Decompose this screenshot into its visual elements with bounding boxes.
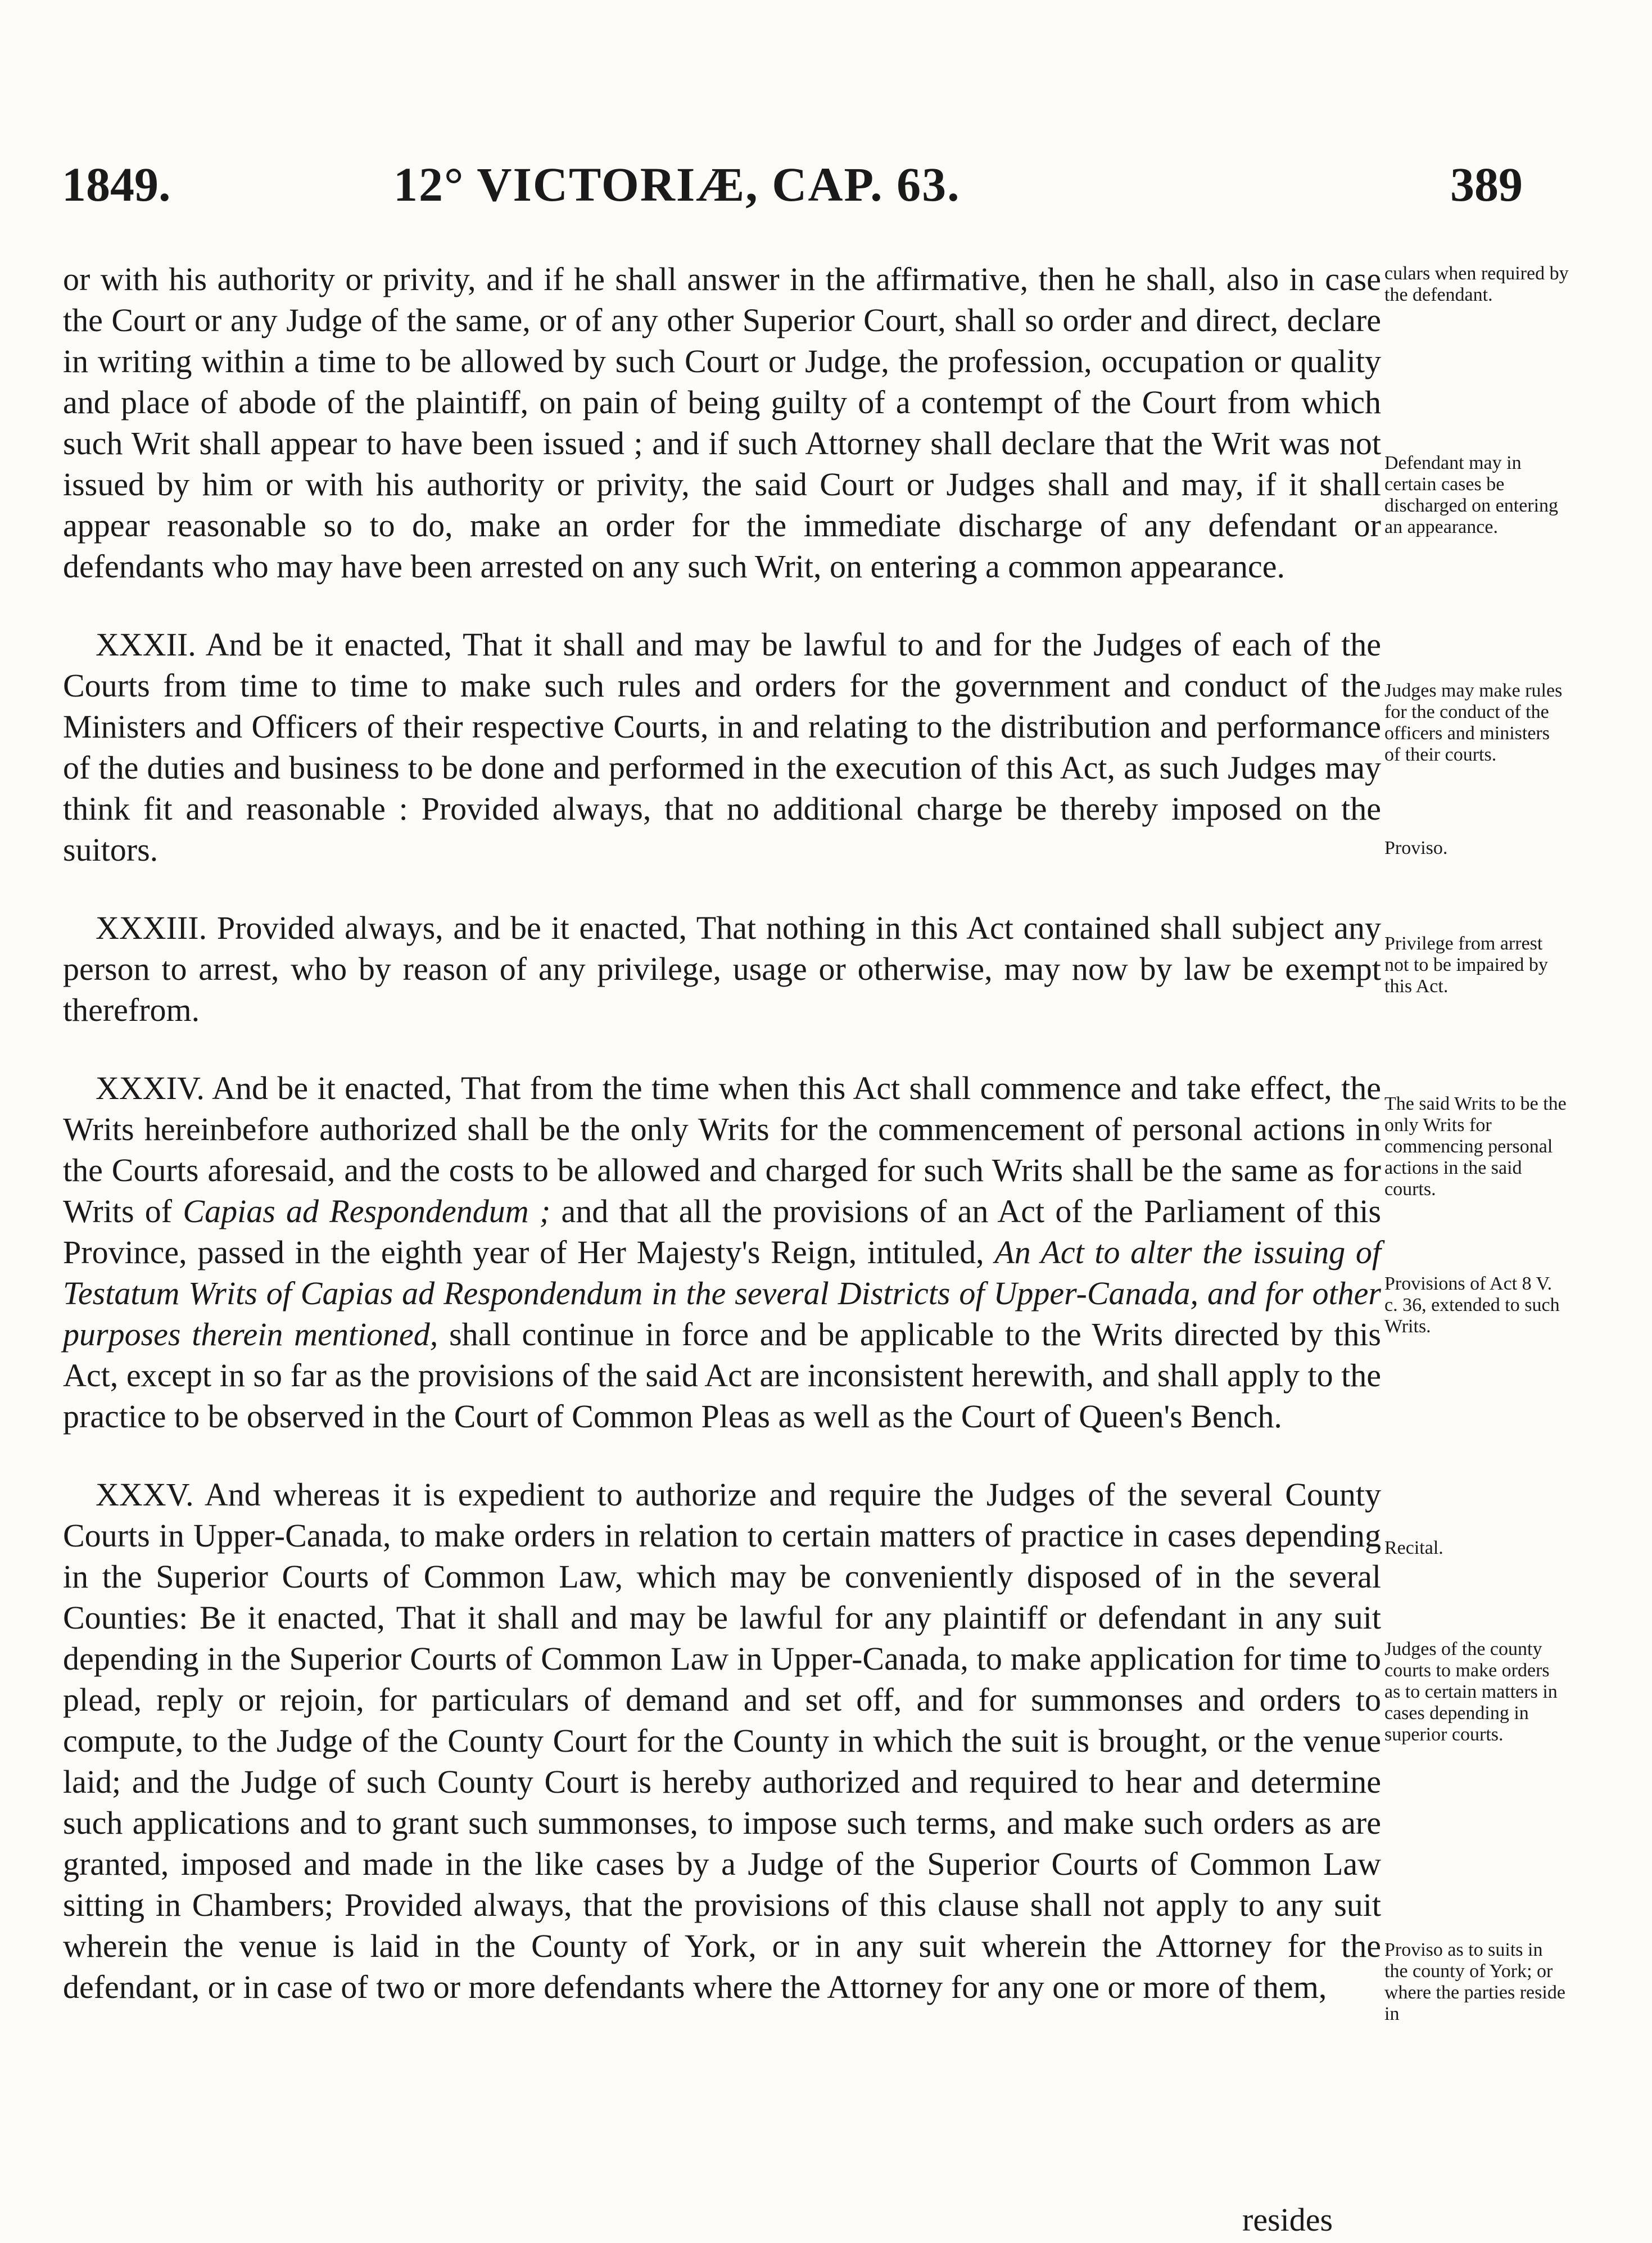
header-year: 1849. [62, 157, 171, 211]
section-xxxiv-text-c: shall continue in force and be applicable to the Writs directed by this Act, except in so far as the provisions of the said Act are inconsistent herewith, and shall apply to the practice to be observed in the Court of Common Pleas as well as the Court of Queen's Bench. [63, 1316, 1382, 1435]
margin-note-proviso-york: Proviso as to suits in the county of York; or where the parties reside in [1384, 1939, 1565, 2024]
margin-note-writs: The said Writs to be the only Writs for commencing personal actions in the said courts. [1384, 1093, 1567, 1200]
header-title: 12° VICTORIÆ, CAP. 63. [393, 157, 961, 211]
section-xxxiii: XXXIII. Provided always, and be it enacted, That nothing in this Act contained shall subject any person to arrest, who by reason of any privilege, usage or otherwise, may now by law be exempt therefrom. [63, 910, 1381, 1028]
section-xxxv: XXXV. And whereas it is expedient to authorize and require the Judges of the several County Courts in Upper-Canada, to make orders in relation to certain matters of practice in cases depending in the Superior Courts of Common Law, which may be conveniently disposed of in the several Counties: Be it enacted, That it shall and may be lawful for any plaintiff or defendant in any suit depending in the Superior Courts of Common Law in Upper-Canada, to make application for time to plead, reply or rejoin, for particulars of demand and set off, and for summonses and orders to compute, to the Judge of the County Court for the County in which the suit is brought, or the venue laid; and the Judge of such County Court is hereby authorized and required to hear and determine such applications and to grant such summonses, to impose such terms, and make such orders as are granted, imposed and made in the like cases by a Judge of the Superior Courts of Common Law sitting in Chambers; Provided always, that the provisions of this clause shall not apply to any suit wherein the venue is laid in the County of York, or in any suit wherein the Attorney for the defendant, or in case of two or more defendants where the Attorney for any one or more of them, [63, 1476, 1381, 2005]
margin-note-provisions: Provisions of Act 8 V. c. 36, extended to such Writs. [1384, 1273, 1560, 1337]
running-header [0, 156, 1652, 224]
section-xxxiv [63, 1068, 1381, 1437]
section-xxxiv-italic-writ: Capias ad Respondendum ; [183, 1193, 551, 1229]
margin-note-defendant-discharged: Defendant may in certain cases be discharged on entering an appearance. [1384, 453, 1559, 537]
section-xxxiv-italic-act-title: An Act to alter the issuing of Testatum Writs of Capias ad Respondendum in the several Districts of Upper-Canada, and for other purposes therein mentioned, [63, 1234, 1382, 1353]
section-xxxiv-text-b: and that all the provisions of an Act of the Parliament of this Province, passed in the eighth year of Her Majesty's Reign, intituled, [63, 1193, 1382, 1270]
margin-note-judges-rules: Judges may make rules for the conduct of the officers and ministers of their courts. [1384, 680, 1563, 765]
section-xxxiv-text-a: XXXIV. And be it enacted, That from the time when this Act shall commence and take effect, the Writs hereinbefore authorized shall be the only Writs for the commencement of personal actions in the Courts aforesaid, and the costs to be allowed and charged for such Writs shall be the same as for Writs of [63, 1070, 1381, 1229]
margin-note-county-courts: Judges of the county courts to make orders as to certain matters in cases depending in superior courts. [1384, 1639, 1558, 1745]
margin-note-privilege: Privilege from arrest not to be impaired by this Act. [1384, 933, 1548, 997]
page-number: 389 [1450, 157, 1523, 211]
main-text [63, 259, 1381, 2045]
margin-note-recital: Recital. [1384, 1537, 1443, 1558]
catchword: resides [1242, 2201, 1333, 2238]
section-xxxii: XXXII. And be it enacted, That it shall and may be lawful to and for the Judges of each of the Courts from time to time to make such rules and orders for the government and conduct of the Ministers and Officers of their respective Courts, in and relating to the distribution and performance of the duties and business to be done and performed in the execution of this Act, as such Judges may think fit and reasonable : Provided always, that no additional charge be thereby imposed on the suitors. [63, 626, 1381, 868]
paragraph-continued: or with his authority or privity, and if he shall answer in the affirmative, then he shall, also in case the Court or any Judge of the same, or of any other Superior Court, shall so order and direct, declare in writing within a time to be allowed by such Court or Judge, the profession, occupation or quality and place of abode of the plaintiff, on pain of being guilty of a contempt of the Court from which such Writ shall appear to have been issued ; and if such Attorney shall declare that the Writ was not issued by him or with his authority or privity, the said Court or Judges shall and may, if it shall appear reasonable so to do, make an order for the immediate discharge of any defendant or defendants who may have been arrested on any such Writ, on entering a common appearance. [63, 261, 1381, 585]
margin-note-particulars: culars when required by the defendant. [1384, 263, 1569, 305]
margin-note-proviso: Proviso. [1384, 838, 1448, 858]
